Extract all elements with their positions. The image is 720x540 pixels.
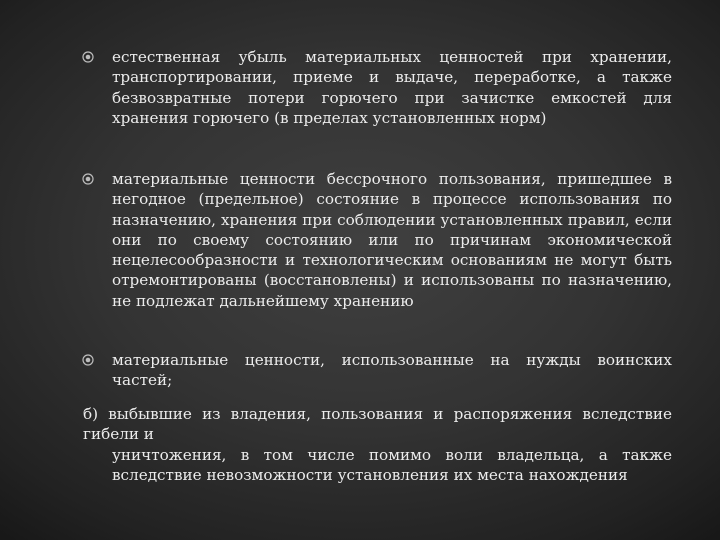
list-item bbox=[112, 169, 672, 311]
paragraph-rest: уничтожения, в том числе помимо воли владельца, а также вследствие невозможности установления их места нахождения bbox=[112, 445, 672, 484]
circle-bullet-icon bbox=[82, 173, 94, 185]
list-item-text: естественная убыль материальных ценностей при хранении, транспортировании, приеме и выдаче, переработке, а также безвозвратные потери горючего при зачистке емкостей для хранения горючего (в пределах установленных норм) bbox=[112, 48, 672, 127]
paragraph-b bbox=[83, 404, 672, 485]
list-item-text: материальные ценности, использованные на нужды воинских частей; bbox=[112, 351, 672, 390]
list-item bbox=[112, 47, 672, 128]
circle-bullet-icon bbox=[82, 51, 94, 63]
paragraph-first-line: б) выбывшие из владения, пользования и распоряжения вследствие гибели и bbox=[83, 405, 672, 444]
list-item bbox=[112, 350, 672, 391]
list-item-text: материальные ценности бессрочного пользования, пришедшее в негодное (предельное) состояние в процессе использования по назначению, хранения при соблюдении установленных правил, если они по своему состоянию или по причинам экономической нецелесообразности и технологическим основаниям не могут быть отремонтированы (восстановлены) и использованы по назначению, не подлежат дальнейшему хранению bbox=[112, 170, 672, 310]
circle-bullet-icon bbox=[82, 354, 94, 366]
